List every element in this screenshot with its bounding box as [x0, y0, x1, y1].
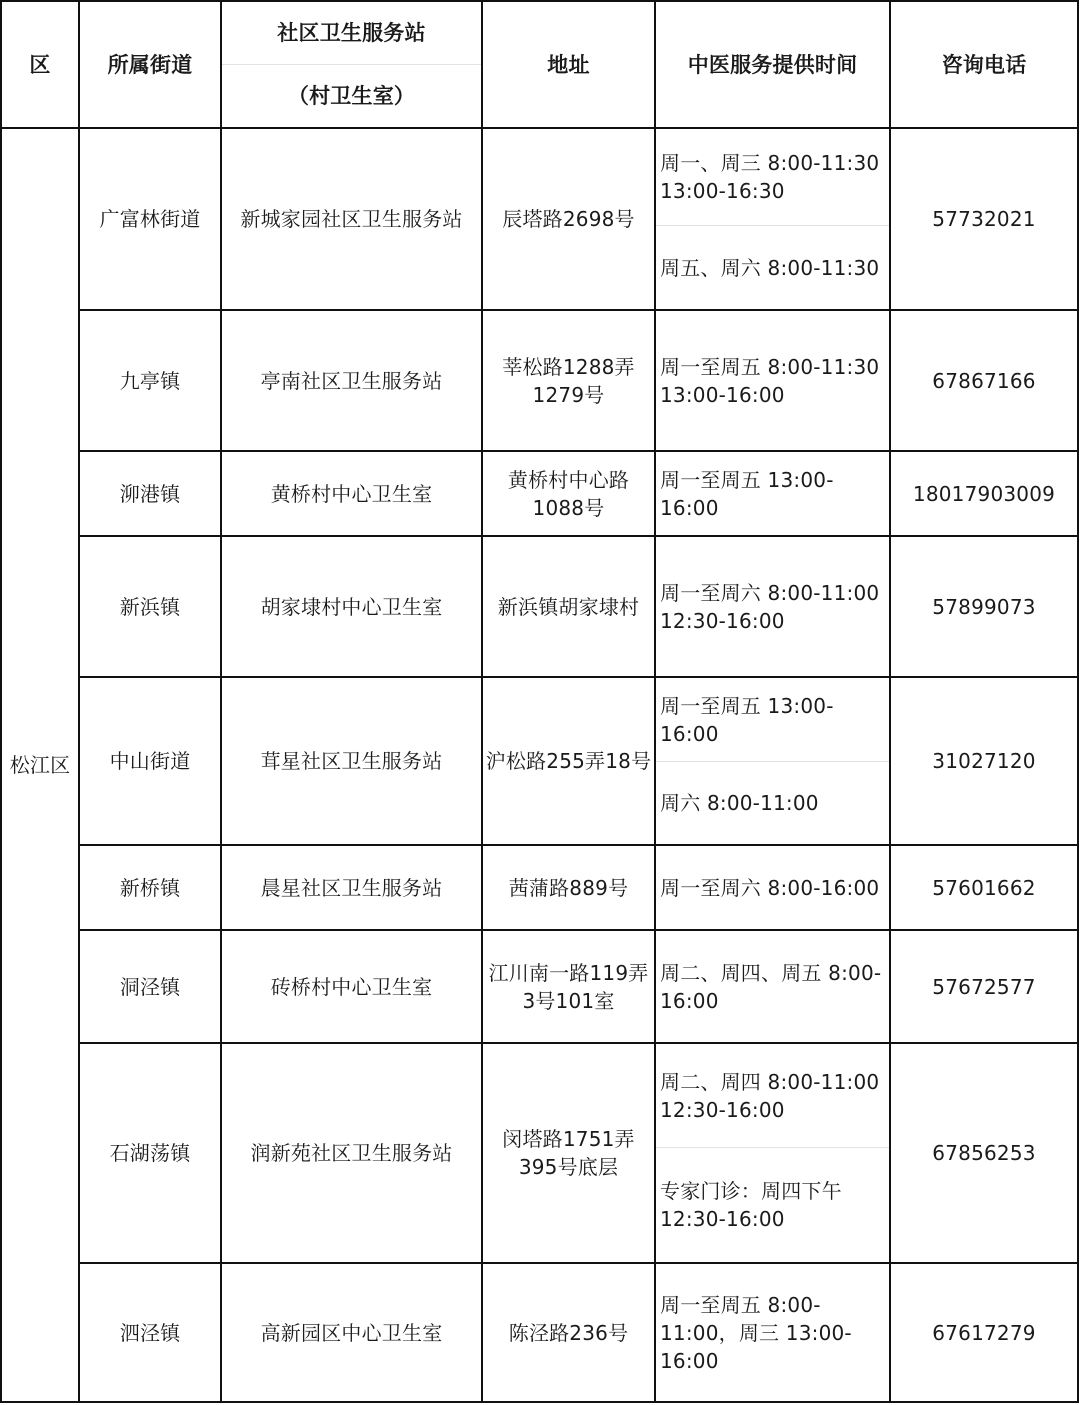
station-cell: 黄桥村中心卫生室: [270, 481, 433, 506]
phone-cell: 67867166: [932, 368, 1036, 393]
hours-line: 周一、周三 8:00-11:30: [660, 151, 880, 175]
hours-cell: [656, 931, 889, 1042]
phone-cell: 67617279: [932, 1320, 1036, 1345]
header-station-sub: （村卫生室）: [287, 84, 416, 108]
address-line: 395号底层: [518, 1155, 619, 1179]
hours-line: 13:00-16:30: [660, 179, 785, 203]
hours-line: 周一至周六 8:00-11:00: [660, 580, 880, 605]
hours-cell: [656, 537, 889, 676]
address-line: 黄桥村中心路: [507, 467, 630, 492]
station-cell: 茸星社区卫生服务站: [260, 749, 443, 773]
street-cell: 泗泾镇: [119, 1320, 181, 1345]
hours-line: 周一至周五 8:00-: [660, 1292, 821, 1317]
hours-line: 12:30-16:00: [660, 1207, 785, 1231]
address-cell: [483, 311, 654, 450]
address-line: 3号101室: [522, 988, 615, 1013]
address-cell: 陈泾路236号: [508, 1320, 629, 1345]
hours-line: 周一至周五 13:00-: [660, 693, 834, 718]
address-line: 1088号: [532, 495, 605, 520]
hours-cell: [656, 226, 889, 309]
address-cell: [483, 1044, 654, 1262]
address-cell: 茜蒲路889号: [508, 875, 629, 900]
hours-line: 周六 8:00-11:00: [660, 791, 819, 815]
phone-cell: 18017903009: [912, 481, 1056, 506]
header-tcm-hours: 中医服务提供时间: [687, 52, 858, 77]
hours-line: 周一至周五 8:00-11:30: [660, 354, 880, 379]
header-district: 区: [29, 52, 51, 77]
station-cell: 砖桥村中心卫生室: [270, 974, 433, 999]
station-cell: 晨星社区卫生服务站: [260, 875, 443, 900]
station-cell: 胡家埭村中心卫生室: [260, 594, 443, 619]
hours-cell: [656, 1044, 889, 1147]
header-phone: 咨询电话: [941, 52, 1027, 77]
street-cell: 新桥镇: [119, 875, 181, 900]
hours-line: 周一至周五 13:00-: [660, 467, 834, 492]
street-cell: 广富林街道: [99, 207, 201, 231]
address-cell: [483, 452, 654, 535]
district-cell: 松江区: [9, 753, 71, 777]
hours-line: 周二、周四 8:00-11:00: [660, 1069, 880, 1094]
hours-cell: [656, 1264, 889, 1401]
hours-line: 12:30-16:00: [660, 1097, 785, 1122]
station-cell: 润新苑社区卫生服务站: [250, 1141, 453, 1165]
hours-cell: [656, 311, 889, 450]
hours-line: 13:00-16:00: [660, 382, 785, 407]
station-cell: 高新园区中心卫生室: [260, 1320, 443, 1345]
grid-line: [0, 1401, 1079, 1403]
phone-cell: 57732021: [932, 207, 1036, 231]
hours-line: 11:00，周三 13:00-: [660, 1320, 852, 1345]
hours-line: 16:00: [660, 495, 719, 520]
hours-cell: [656, 129, 889, 225]
street-cell: 石湖荡镇: [109, 1141, 191, 1165]
address-line: 1279号: [532, 382, 605, 407]
hours-cell: [656, 846, 889, 929]
grid-line: [1077, 0, 1079, 1403]
hours-line: 周二、周四、周五 8:00-: [660, 960, 882, 985]
hours-line: 16:00: [660, 1348, 719, 1373]
header-street: 所属街道: [107, 52, 193, 77]
address-cell: 新浜镇胡家埭村: [497, 594, 640, 619]
phone-cell: 57899073: [932, 594, 1036, 619]
hours-cell: [656, 678, 889, 761]
hours-line: 专家门诊：周四下午: [660, 1179, 842, 1203]
hours-cell: [656, 1148, 889, 1262]
street-cell: 九亭镇: [119, 368, 181, 393]
hours-line: 周五、周六 8:00-11:30: [660, 255, 880, 280]
station-cell: 亭南社区卫生服务站: [260, 368, 443, 393]
station-cell: 新城家园社区卫生服务站: [240, 207, 463, 231]
address-line: 莘松路1288弄: [502, 354, 635, 379]
header-address: 地址: [547, 52, 590, 77]
address-cell: 辰塔路2698号: [502, 207, 635, 231]
phone-cell: 57672577: [932, 974, 1036, 999]
hours-line: 16:00: [660, 721, 719, 746]
address-line: 闵塔路1751弄: [502, 1127, 635, 1151]
hours-cell: [656, 762, 889, 844]
address-cell: 沪松路255弄18号: [485, 749, 652, 773]
header-station: 社区卫生服务站: [277, 21, 426, 45]
hours-line: 16:00: [660, 988, 719, 1013]
street-cell: 洞泾镇: [119, 974, 181, 999]
phone-cell: 31027120: [932, 749, 1036, 773]
street-cell: 新浜镇: [119, 594, 181, 619]
address-line: 江川南一路119弄: [488, 960, 649, 985]
phone-cell: 67856253: [932, 1141, 1036, 1165]
hours-line: 周一至周六 8:00-16:00: [660, 875, 880, 900]
hours-line: 12:30-16:00: [660, 608, 785, 633]
hours-cell: [656, 452, 889, 535]
phone-cell: 57601662: [932, 875, 1036, 900]
street-cell: 中山街道: [109, 749, 191, 773]
address-cell: [483, 931, 654, 1042]
street-cell: 泖港镇: [119, 481, 181, 506]
